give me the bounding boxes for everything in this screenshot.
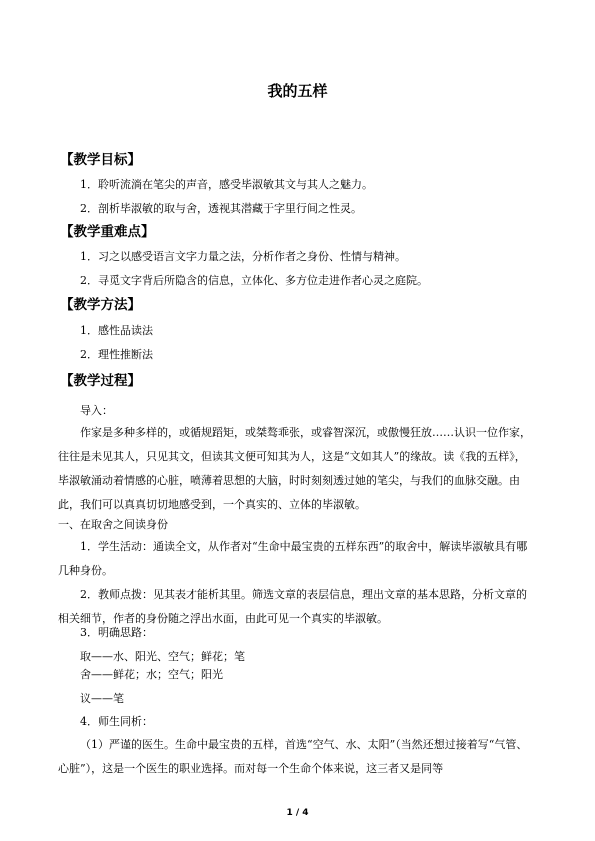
take-list: 取——水、阳光、空气；鲜花；笔 bbox=[80, 650, 245, 663]
step-2: 2．教师点拨：见其表才能析其里。筛选文章的表层信息，理出文章的基本思路，分析文章的相关细节，作者的身份随之浮出水面，由此可见一个真实的毕淑敏。 bbox=[58, 588, 527, 625]
method-item-1: 1．感性品读法 bbox=[80, 324, 153, 337]
step-3: 3．明确思路： bbox=[80, 626, 153, 639]
step-4: 4．师生同析： bbox=[80, 715, 153, 728]
intro-label: 导入： bbox=[80, 404, 113, 417]
part1-title: 一、在取舍之间读身份 bbox=[58, 518, 168, 531]
give-list: 舍——鲜花；水；空气；阳光 bbox=[80, 668, 223, 681]
analysis-doctor: （1）严谨的医生。生命中最宝贵的五样，首选“空气、水、太阳”（当然还想过接着写“气管、心脏”），这是一个医生的职业选择。而对每一个生命个体来说，这三者又是同等 bbox=[58, 738, 528, 775]
goal-item-2: 2．剖析毕淑敏的取与舍，透视其潜藏于字里行间之性灵。 bbox=[80, 202, 362, 215]
step-1: 1．学生活动：通读全文，从作者对“生命中最宝贵的五样东西”的取舍中，解读毕淑敏具有哪几种身份。 bbox=[58, 540, 528, 577]
section-heading-methods: 【教学方法】 bbox=[60, 297, 141, 313]
section-heading-keypoints: 【教学重难点】 bbox=[60, 224, 155, 240]
section-heading-process: 【教学过程】 bbox=[60, 373, 141, 389]
section-heading-goals: 【教学目标】 bbox=[60, 152, 141, 168]
discuss-item: 议——笔 bbox=[80, 692, 124, 705]
method-item-2: 2．理性推断法 bbox=[80, 348, 153, 361]
page-title: 我的五样 bbox=[267, 82, 328, 100]
keypoint-item-2: 2．寻觅文字背后所隐含的信息，立体化、多方位走进作者心灵之庭院。 bbox=[80, 274, 428, 287]
page-number: 1 / 4 bbox=[286, 808, 309, 818]
goal-item-1: 1．聆听流淌在笔尖的声音，感受毕淑敏其文与其人之魅力。 bbox=[80, 178, 373, 191]
intro-paragraph: 作家是多种多样的，或循规蹈矩，或桀骜乖张，或睿智深沉，或傲慢狂放……认识一位作家，往往是未见其人，只见其文，但读其文便可知其为人，这是“文如其人”的缘故。读《我的五样》，毕淑敏涌动着情感的心脏，喷薄着思想的大脑，时时刻刻透过她的笔尖，与我们的血脉交融。由此，我们可以真真切切地感受到，一个真实的、立体的毕淑敏。 bbox=[58, 426, 531, 511]
keypoint-item-1: 1．习之以感受语言文字力量之法，分析作者之身份、性情与精神。 bbox=[80, 250, 406, 263]
